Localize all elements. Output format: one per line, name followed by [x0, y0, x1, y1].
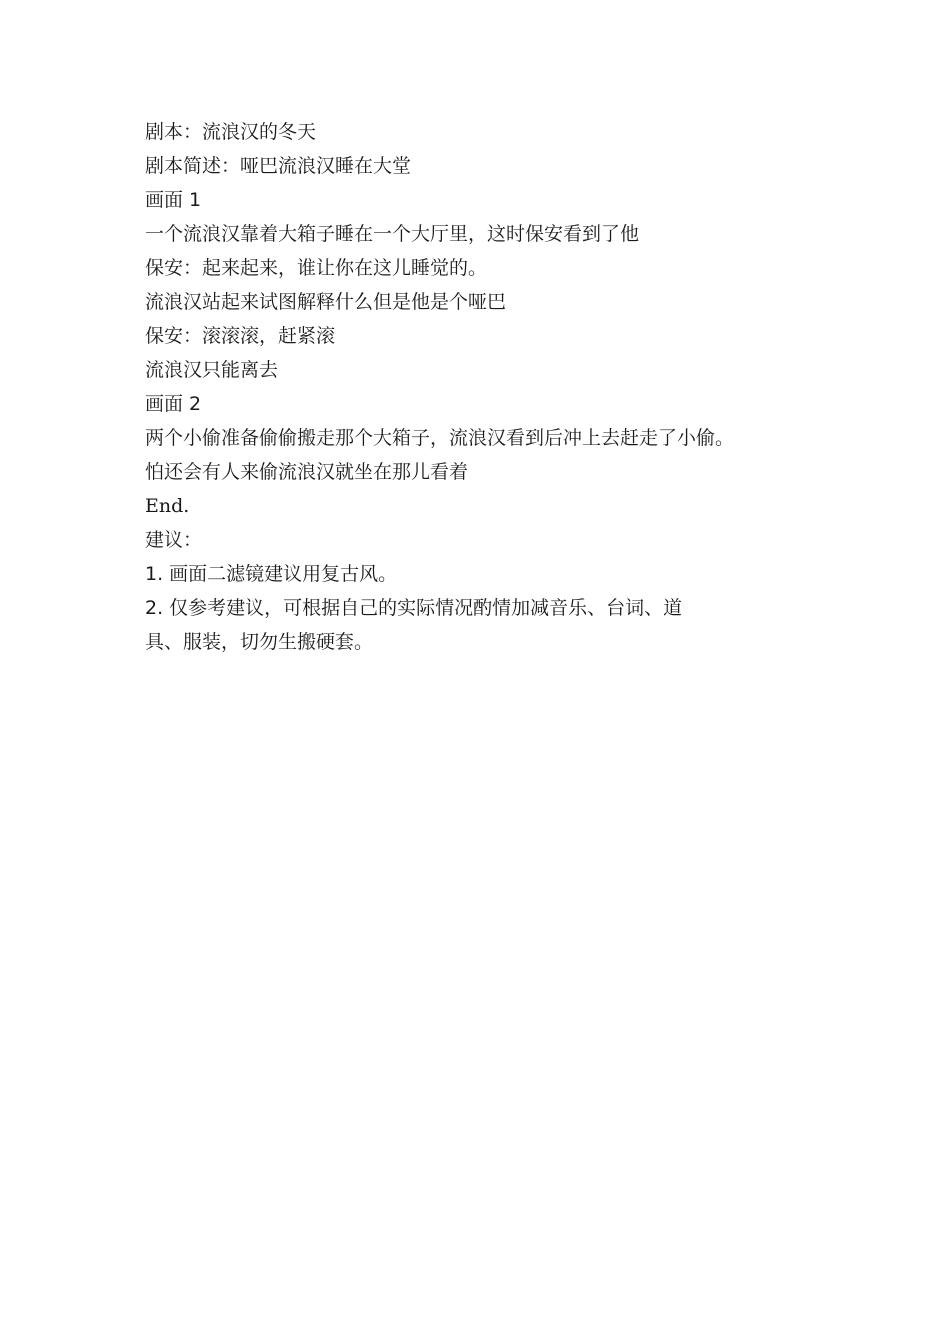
scene-1-heading: 画面 1: [145, 189, 202, 211]
scene-1-line: 保安：滚滚滚，赶紧滚: [145, 325, 336, 347]
script-title: 剧本：流浪汉的冬天: [145, 121, 317, 143]
document-body: [145, 115, 805, 659]
scene-2-line: 怕还会有人来偷流浪汉就坐在那儿看着: [145, 461, 469, 483]
script-summary: 剧本简述：哑巴流浪汉睡在大堂: [145, 155, 412, 177]
suggestion-item-2-line-1: 2. 仅参考建议，可根据自己的实际情况酌情加减音乐、台词、道: [145, 597, 683, 619]
suggestion-item-1: 1. 画面二滤镜建议用复古风。: [145, 563, 398, 585]
scene-1-line: 一个流浪汉靠着大箱子睡在一个大厅里，这时保安看到了他: [145, 223, 640, 245]
end-marker: End.: [145, 495, 190, 517]
scene-1-line: 流浪汉只能离去: [145, 359, 279, 381]
scene-1-line: 保安：起来起来，谁让你在这儿睡觉的。: [145, 257, 488, 279]
suggestions-heading: 建议：: [145, 529, 203, 551]
suggestion-item-2-line-2: 具、服装，切勿生搬硬套。: [145, 631, 374, 653]
scene-2-line: 两个小偷准备偷偷搬走那个大箱子，流浪汉看到后冲上去赶走了小偷。: [145, 427, 735, 449]
scene-2-heading: 画面 2: [145, 393, 202, 415]
scene-1-line: 流浪汉站起来试图解释什么但是他是个哑巴: [145, 291, 507, 313]
